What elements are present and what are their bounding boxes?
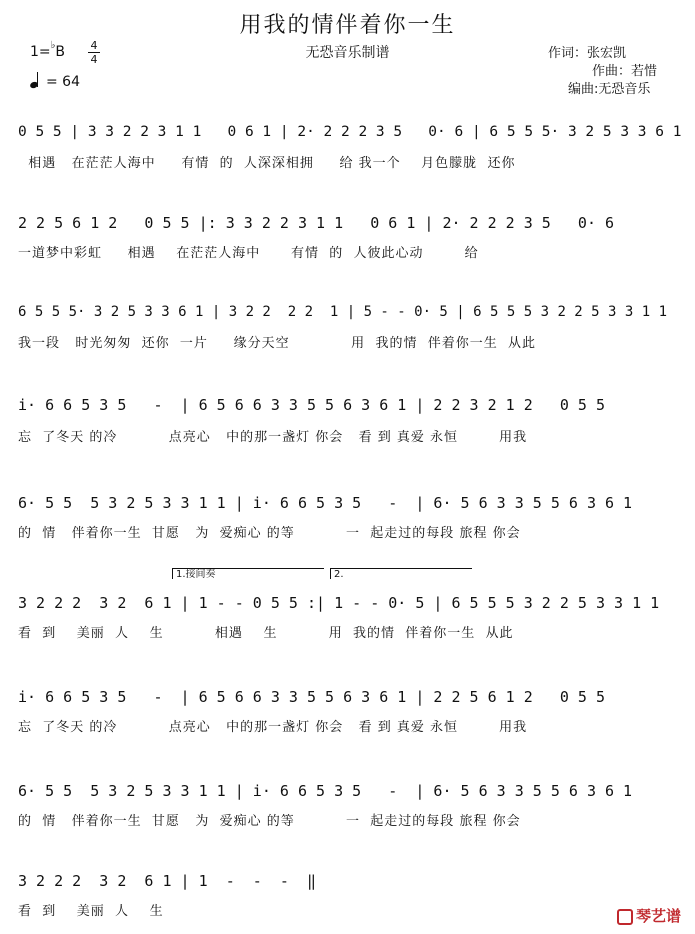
key-signature [30, 40, 65, 60]
volta-bracket-2: 2. [330, 568, 472, 579]
composer: 作曲：若惜 [592, 64, 658, 79]
tempo-marking [30, 72, 80, 90]
lyrics-row: 的 情 伴着你一生 甘愿 为 爱痴心 的等 一 起走过的每段 旅程 你会 [18, 526, 521, 541]
lyrics-row: 忘 了冬天 的冷 点亮心 中的那一盏灯 你会 看 到 真爱 永恒 用我 [18, 720, 528, 735]
key-note: B [55, 44, 65, 60]
lyrics-row: 看 到 美丽 人 生 相遇 生 用 我的情 伴着你一生 从此 [18, 626, 514, 641]
lyrics-row: 一道梦中彩虹 相遇 在茫茫人海中 有情 的 人彼此心动 给 [18, 246, 479, 261]
lyrics-row: 我一段 时光匆匆 还你 一片 缘分天空 用 我的情 伴着你一生 从此 [18, 336, 536, 351]
key-flat: ♭ [50, 40, 56, 51]
lyrics-row: 的 情 伴着你一生 甘愿 为 爱痴心 的等 一 起走过的每段 旅程 你会 [18, 814, 521, 829]
quarter-note-icon [29, 81, 39, 89]
watermark-text: 琴艺谱 [635, 907, 681, 925]
notation-row: 6· 5 5 5 3 2 5 3 3 1 1 | i· 6 6 5 3 5 - | 6· 5 6 3 3 5 5 6 3 6 1 [18, 494, 633, 512]
site-watermark [617, 905, 681, 926]
song-title: 用我的情伴着你一生 [239, 13, 456, 38]
time-signature [88, 40, 100, 65]
notation-row: 2 2 5 6 1 2 0 5 5 |: 3 3 2 2 3 1 1 0 6 1 | 2· 2 2 2 3 5 0· 6 [18, 214, 615, 232]
lyrics-row: 忘 了冬天 的冷 点亮心 中的那一盏灯 你会 看 到 真爱 永恒 用我 [18, 430, 528, 445]
score-maker: 无恐音乐制谱 [305, 45, 390, 61]
volta-bracket-1: 1.接间奏 [172, 568, 324, 579]
notation-row: 6 5 5 5· 3 2 5 3 3 6 1 | 3 2 2 2 2 1 | 5 - - 0· 5 | 6 5 5 5 3 2 2 5 3 3 1 1 [18, 304, 668, 320]
key-prefix: 1= [30, 44, 51, 60]
time-bottom: 4 [90, 53, 98, 66]
notation-row: 3 2 2 2 3 2 6 1 | 1 - - 0 5 5 :| 1 - - 0· 5 | 6 5 5 5 3 2 2 5 3 3 1 1 [18, 594, 660, 612]
piano-logo-icon [617, 909, 633, 925]
notation-row: i· 6 6 5 3 5 - | 6 5 6 6 3 3 5 5 6 3 6 1 | 2 2 5 6 1 2 0 5 5 [18, 688, 605, 706]
lyrics-row: 相遇 在茫茫人海中 有情 的 人深深相拥 给 我一个 月色朦胧 还你 [18, 156, 516, 171]
notation-row: 3 2 2 2 3 2 6 1 | 1 - - - ‖ [18, 872, 317, 890]
notation-row: 6· 5 5 5 3 2 5 3 3 1 1 | i· 6 6 5 3 5 - | 6· 5 6 3 3 5 5 6 3 6 1 [18, 782, 633, 800]
arranger: 编曲:无恐音乐 [568, 82, 651, 97]
notation-row: 0 5 5 | 3 3 2 2 3 1 1 0 6 1 | 2· 2 2 2 3 5 0· 6 | 6 5 5 5· 3 2 5 3 3 6 1 [18, 124, 682, 140]
lyricist: 作词：张宏凯 [548, 46, 627, 61]
notation-row: i· 6 6 5 3 5 - | 6 5 6 6 3 3 5 5 6 3 6 1 | 2 2 3 2 1 2 0 5 5 [18, 396, 605, 414]
lyrics-row: 看 到 美丽 人 生 [18, 904, 164, 919]
tempo-value: = 64 [46, 74, 80, 90]
time-top: 4 [90, 39, 98, 52]
